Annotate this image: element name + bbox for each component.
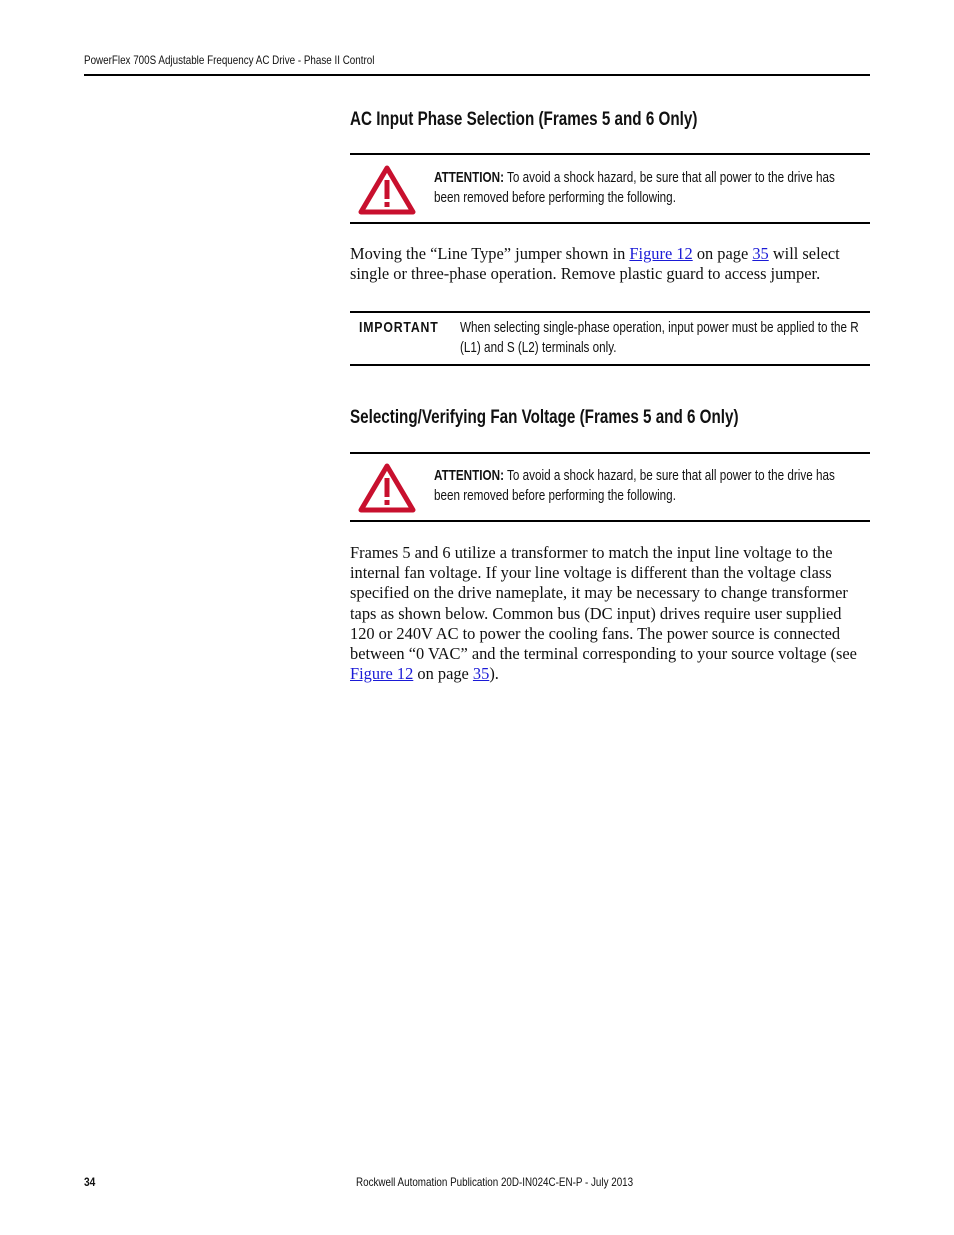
section-heading-fan-voltage: Selecting/Verifying Fan Voltage (Frames 5 and 6 Only) — [350, 406, 739, 428]
paragraph-text: on page — [413, 664, 473, 684]
body-paragraph-fan-voltage — [350, 543, 870, 684]
attention-text — [434, 168, 840, 208]
page-35-link[interactable]: 35 — [752, 244, 769, 263]
attention-box-top-rule — [350, 452, 870, 454]
attention-box-bottom-rule — [350, 520, 870, 522]
important-label: IMPORTANT — [359, 319, 439, 336]
body-paragraph-line-type — [350, 244, 870, 284]
attention-box-bottom-rule — [350, 222, 870, 224]
paragraph-text: Frames 5 and 6 utilize a transformer to match the input line voltage to the internal fan voltage. If your line voltage is different than the voltage class specified on the drive nameplate, it may be necessary to change transformer taps as shown below. Common bus (DC input) drives require user supplied 120 or 240V AC to power the cooling fans. The power source is connected between “0 VAC” and the terminal corresponding to your source voltage (see — [350, 543, 857, 664]
warning-triangle-icon — [358, 463, 416, 513]
paragraph-text: ). — [489, 664, 499, 684]
page-number: 34 — [84, 1175, 96, 1189]
important-text: When selecting single-phase operation, input power must be applied to the R (L1) and S (L2) terminals only. — [460, 319, 859, 356]
header-rule — [84, 74, 870, 76]
attention-text — [434, 466, 840, 506]
warning-triangle-icon — [358, 165, 416, 215]
important-box-top-rule — [350, 311, 870, 313]
publication-info: Rockwell Automation Publication 20D-IN024C-EN-P - July 2013 — [356, 1175, 634, 1189]
section-heading-ac-input: AC Input Phase Selection (Frames 5 and 6 Only) — [350, 108, 698, 130]
paragraph-text: on page — [692, 244, 753, 263]
attention-label: ATTENTION: — [434, 467, 504, 484]
running-header: PowerFlex 700S Adjustable Frequency AC Drive - Phase II Control — [84, 53, 375, 67]
figure-12-link[interactable]: Figure 12 — [350, 664, 414, 684]
attention-label: ATTENTION: — [434, 169, 504, 186]
attention-message: To avoid a shock hazard, be sure that all power to the drive has been removed before performing the following. — [434, 467, 835, 504]
figure-12-link[interactable]: Figure 12 — [629, 244, 693, 263]
page-35-link[interactable]: 35 — [472, 664, 490, 684]
attention-box-top-rule — [350, 153, 870, 155]
important-box-bottom-rule — [350, 364, 870, 366]
paragraph-text: will select single or three-phase operation. Remove plastic guard to access jumper. — [350, 244, 840, 284]
paragraph-text: Moving the “Line Type” jumper shown in — [350, 244, 630, 263]
attention-message: To avoid a shock hazard, be sure that all power to the drive has been removed before performing the following. — [434, 169, 835, 206]
